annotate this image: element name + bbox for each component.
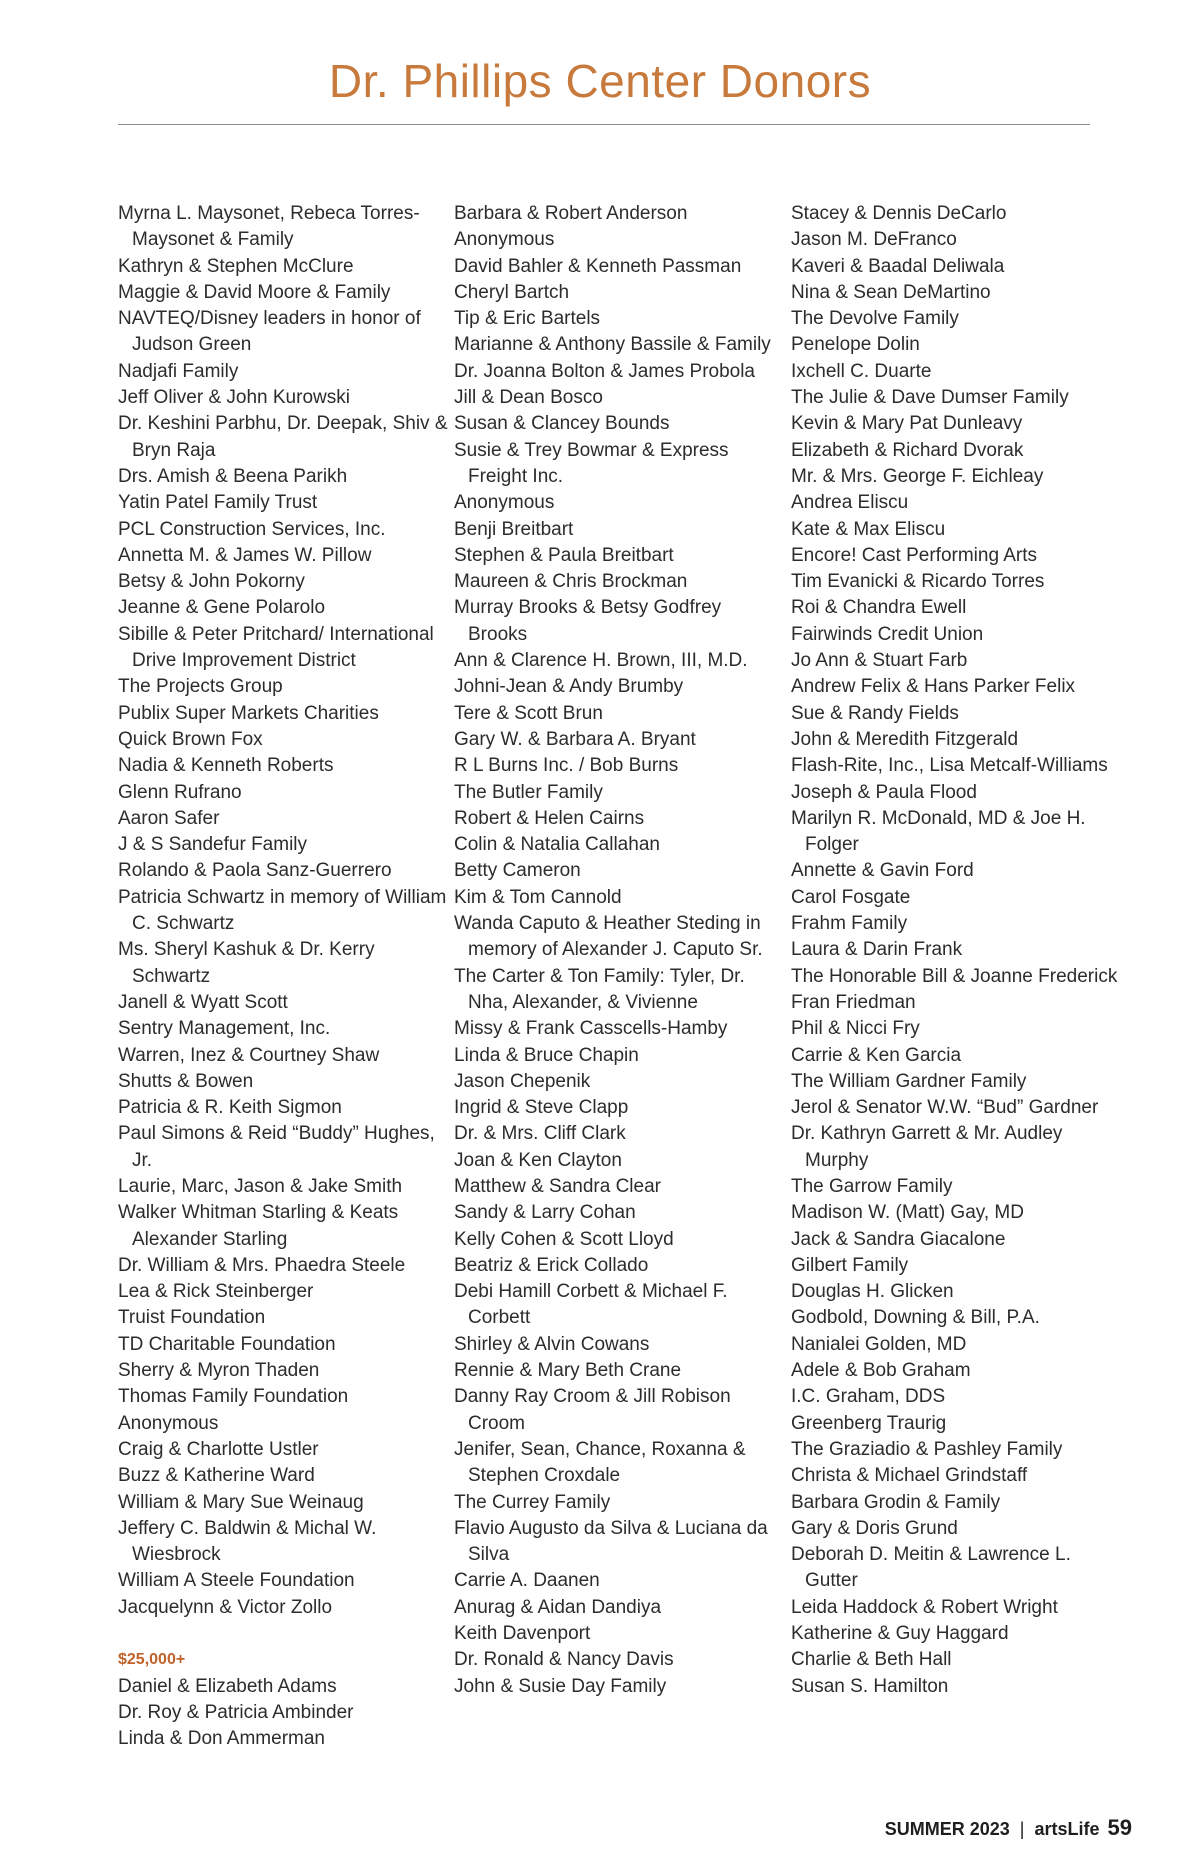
- donor-entry: Jerol & Senator W.W. “Bud” Gardner: [791, 1097, 1099, 1119]
- donor-entry: Danny Ray Croom & Jill Robison Croom: [454, 1386, 731, 1434]
- donor-entry: Flash-Rite, Inc., Lisa Metcalf-Williams: [791, 755, 1108, 777]
- page-title: Dr. Phillips Center Donors: [328, 55, 872, 107]
- donor-entry: Dr. Ronald & Nancy Davis: [454, 1649, 674, 1671]
- donor-entry: Colin & Natalia Callahan: [454, 834, 660, 856]
- donor-entry: Andrea Eliscu: [791, 492, 909, 514]
- donor-entry: Laura & Darin Frank: [791, 939, 963, 961]
- donor-entry: Carrie A. Daanen: [454, 1570, 600, 1592]
- donor-entry: R L Burns Inc. / Bob Burns: [454, 755, 679, 777]
- donor-column-3: [791, 201, 1121, 1700]
- donor-entry: Jacquelynn & Victor Zollo: [118, 1596, 333, 1618]
- donor-entry: Nadia & Kenneth Roberts: [118, 755, 334, 777]
- donor-entry: Barbara Grodin & Family: [791, 1491, 1001, 1513]
- donor-entry: The William Gardner Family: [791, 1070, 1027, 1092]
- donor-entry: Deborah D. Meitin & Lawrence L. Gutter: [791, 1544, 1071, 1592]
- donor-entry: PCL Construction Services, Inc.: [118, 518, 386, 540]
- donor-entry: The Julie & Dave Dumser Family: [791, 387, 1069, 409]
- giving-level-heading: $25,000+: [118, 1651, 186, 1669]
- donor-entry: Madison W. (Matt) Gay, MD: [791, 1202, 1024, 1224]
- donor-entry: Maggie & David Moore & Family: [118, 281, 391, 303]
- donor-entry: Craig & Charlotte Ustler: [118, 1438, 319, 1460]
- donor-entry: Roi & Chandra Ewell: [791, 597, 967, 619]
- page-footer: [885, 1815, 1132, 1841]
- donor-entry: Stephen & Paula Breitbart: [454, 544, 674, 566]
- donor-entry: Lea & Rick Steinberger: [118, 1281, 314, 1303]
- donor-entry: Cheryl Bartch: [454, 281, 570, 303]
- donor-entry: Matthew & Sandra Clear: [454, 1175, 661, 1197]
- donor-entry: Patricia & R. Keith Sigmon: [118, 1097, 342, 1119]
- donor-entry: Mr. & Mrs. George F. Eichleay: [791, 465, 1044, 487]
- donor-entry: Wanda Caputo & Heather Steding in memory of Alexander J. Caputo Sr.: [454, 913, 763, 961]
- donor-entry: Missy & Frank Casscells-Hamby: [454, 1018, 728, 1040]
- donor-entry: Gary & Doris Grund: [791, 1517, 958, 1539]
- donor-entry: Leida Haddock & Robert Wright: [791, 1596, 1058, 1618]
- donor-entry: Murray Brooks & Betsy Godfrey Brooks: [454, 597, 722, 645]
- donor-entry: Benji Breitbart: [454, 518, 574, 540]
- donor-entry: Carol Fosgate: [791, 886, 911, 908]
- donor-entry: Douglas H. Glicken: [791, 1281, 954, 1303]
- donor-entry: Ingrid & Steve Clapp: [454, 1097, 629, 1119]
- donor-entry: Aaron Safer: [118, 807, 220, 829]
- donor-entry: Ann & Clarence H. Brown, III, M.D.: [454, 650, 748, 672]
- donor-column-2: [454, 201, 784, 1700]
- donor-entry: Kelly Cohen & Scott Lloyd: [454, 1228, 674, 1250]
- donor-entry: Encore! Cast Performing Arts: [791, 544, 1038, 566]
- donor-entry: Kevin & Mary Pat Dunleavy: [791, 413, 1023, 435]
- donor-entry: Marianne & Anthony Bassile & Family: [454, 334, 771, 356]
- donor-entry: Gilbert Family: [791, 1254, 909, 1276]
- donor-entry: Charlie & Beth Hall: [791, 1649, 952, 1671]
- donor-entry: Yatin Patel Family Trust: [118, 492, 318, 514]
- donor-entry: Barbara & Robert Anderson: [454, 203, 688, 224]
- donor-entry: Anonymous: [118, 1412, 219, 1434]
- donor-entry: Ms. Sheryl Kashuk & Dr. Kerry Schwartz: [118, 939, 375, 987]
- donor-entry: Tip & Eric Bartels: [454, 308, 601, 330]
- donor-entry: Drs. Amish & Beena Parikh: [118, 465, 348, 487]
- donor-entry: Phil & Nicci Fry: [791, 1018, 920, 1040]
- donor-entry: The Projects Group: [118, 676, 283, 698]
- donor-entry: Adele & Bob Graham: [791, 1360, 971, 1382]
- donor-entry: Daniel & Elizabeth Adams: [118, 1675, 337, 1697]
- donor-entry: Nina & Sean DeMartino: [791, 281, 991, 303]
- donor-entry: Sentry Management, Inc.: [118, 1018, 331, 1040]
- donor-entry: Joan & Ken Clayton: [454, 1149, 622, 1171]
- donor-entry: Ixchell C. Duarte: [791, 360, 932, 382]
- donor-entry: Susie & Trey Bowmar & Express Freight Inc.: [454, 439, 729, 487]
- donor-entry: TD Charitable Foundation: [118, 1333, 336, 1355]
- donor-entry: The Butler Family: [454, 781, 603, 803]
- donor-entry: Betty Cameron: [454, 860, 581, 882]
- donor-entry: Gary W. & Barbara A. Bryant: [454, 728, 696, 750]
- donor-entry: Tim Evanicki & Ricardo Torres: [791, 571, 1045, 593]
- donor-entry: Robert & Helen Cairns: [454, 807, 645, 829]
- donor-entry: John & Susie Day Family: [454, 1675, 667, 1697]
- donor-entry: Penelope Dolin: [791, 334, 920, 356]
- donor-entry: Greenberg Traurig: [791, 1412, 947, 1434]
- donor-entry: Kate & Max Eliscu: [791, 518, 946, 540]
- donor-entry: The Graziadio & Pashley Family: [791, 1438, 1063, 1460]
- page-number: 59: [1107, 1815, 1132, 1840]
- donor-entry: Beatriz & Erick Collado: [454, 1254, 649, 1276]
- donor-entry: Godbold, Downing & Bill, P.A.: [791, 1307, 1040, 1329]
- donor-entry: Tere & Scott Brun: [454, 702, 603, 724]
- donor-entry: Truist Foundation: [118, 1307, 266, 1329]
- donor-entry: Myrna L. Maysonet, Rebeca Torres-Maysonet & Family: [118, 203, 420, 251]
- donor-entry: Anonymous: [454, 492, 555, 514]
- donor-entry: Fairwinds Credit Union: [791, 623, 984, 645]
- donor-entry: William A Steele Foundation: [118, 1570, 355, 1592]
- donor-entry: I.C. Graham, DDS: [791, 1386, 946, 1408]
- donor-entry: Linda & Bruce Chapin: [454, 1044, 639, 1066]
- donor-entry: Kathryn & Stephen McClure: [118, 255, 354, 277]
- donor-entry: The Carter & Ton Family: Tyler, Dr. Nha, Alexander, & Vivienne: [454, 965, 745, 1013]
- donor-entry: Dr. & Mrs. Cliff Clark: [454, 1123, 626, 1145]
- donor-entry: Marilyn R. McDonald, MD & Joe H. Folger: [791, 807, 1086, 856]
- donor-entry: Flavio Augusto da Silva & Luciana da Silva: [454, 1517, 768, 1566]
- donor-entry: Warren, Inez & Courtney Shaw: [118, 1044, 380, 1066]
- donor-entry: The Devolve Family: [791, 308, 959, 330]
- donor-entry: NAVTEQ/Disney leaders in honor of Judson Green: [118, 308, 421, 356]
- section-spacer: [118, 1621, 448, 1647]
- donor-entry: Nadjafi Family: [118, 360, 239, 382]
- donor-entry: Paul Simons & Reid “Buddy” Hughes, Jr.: [118, 1123, 435, 1171]
- donor-entry: Rolando & Paola Sanz-Guerrero: [118, 860, 392, 882]
- donor-entry: Sue & Randy Fields: [791, 702, 959, 724]
- donor-entry: Keith Davenport: [454, 1623, 591, 1645]
- magazine-name: artsLife: [1034, 1819, 1100, 1839]
- donor-entry: Dr. Roy & Patricia Ambinder: [118, 1701, 354, 1723]
- donor-entry: Stacey & Dennis DeCarlo: [791, 203, 1007, 224]
- donor-entry: Glenn Rufrano: [118, 781, 242, 803]
- donor-entry: Buzz & Katherine Ward: [118, 1465, 315, 1487]
- donor-entry: Linda & Don Ammerman: [118, 1728, 325, 1750]
- donor-entry: Jenifer, Sean, Chance, Roxanna & Stephen Croxdale: [454, 1438, 746, 1487]
- donor-entry: Annetta M. & James W. Pillow: [118, 544, 372, 566]
- donor-entry: Joseph & Paula Flood: [791, 781, 977, 803]
- donor-entry: Shutts & Bowen: [118, 1070, 254, 1092]
- donor-entry: Sherry & Myron Thaden: [118, 1360, 320, 1382]
- donor-entry: Jeffery C. Baldwin & Michal W. Wiesbrock: [118, 1517, 377, 1566]
- donor-entry: Dr. William & Mrs. Phaedra Steele: [118, 1254, 406, 1276]
- issue-label: SUMMER 2023: [884, 1819, 1010, 1839]
- donor-entry: Anonymous: [454, 229, 555, 251]
- donor-entry: Shirley & Alvin Cowans: [454, 1333, 650, 1355]
- donor-entry: Elizabeth & Richard Dvorak: [791, 439, 1024, 461]
- donor-entry: Andrew Felix & Hans Parker Felix: [791, 676, 1076, 698]
- donor-entry: Walker Whitman Starling & Keats Alexander Starling: [118, 1202, 399, 1250]
- donor-entry: Sandy & Larry Cohan: [454, 1202, 636, 1224]
- donor-entry: The Garrow Family: [791, 1175, 953, 1197]
- donor-entry: Annette & Gavin Ford: [791, 860, 974, 882]
- donor-entry: Betsy & John Pokorny: [118, 571, 305, 593]
- donor-entry: Jack & Sandra Giacalone: [791, 1228, 1006, 1250]
- donor-entry: Susan S. Hamilton: [791, 1675, 949, 1697]
- donor-entry: Christa & Michael Grindstaff: [791, 1465, 1028, 1487]
- donor-entry: Katherine & Guy Haggard: [791, 1623, 1009, 1645]
- donor-entry: Carrie & Ken Garcia: [791, 1044, 962, 1066]
- donor-entry: Jeanne & Gene Polarolo: [118, 597, 326, 619]
- donor-entry: David Bahler & Kenneth Passman: [454, 255, 742, 277]
- donor-entry: Debi Hamill Corbett & Michael F. Corbett: [454, 1281, 728, 1329]
- donor-entry: Publix Super Markets Charities: [118, 702, 379, 724]
- donor-entry: Kim & Tom Cannold: [454, 886, 622, 908]
- title-divider: [118, 124, 1090, 125]
- donor-entry: Jill & Dean Bosco: [454, 387, 603, 409]
- donor-entry: Sibille & Peter Pritchard/ International Drive Improvement District: [118, 623, 434, 672]
- donor-entry: Maureen & Chris Brockman: [454, 571, 688, 593]
- donor-entry: Anurag & Aidan Dandiya: [454, 1596, 662, 1618]
- donor-entry: William & Mary Sue Weinaug: [118, 1491, 364, 1513]
- donor-entry: Laurie, Marc, Jason & Jake Smith: [118, 1175, 403, 1197]
- donor-entry: The Honorable Bill & Joanne Frederick: [791, 965, 1118, 987]
- donor-entry: Kaveri & Baadal Deliwala: [791, 255, 1005, 277]
- donor-entry: J & S Sandefur Family: [118, 834, 308, 856]
- donor-entry: Thomas Family Foundation: [118, 1386, 349, 1408]
- donor-entry: Fran Friedman: [791, 991, 916, 1013]
- donor-column-1: [118, 201, 448, 1753]
- donor-entry: Susan & Clancey Bounds: [454, 413, 670, 435]
- donor-entry: Johni-Jean & Andy Brumby: [454, 676, 684, 698]
- donor-entry: Frahm Family: [791, 913, 908, 935]
- donor-entry: Janell & Wyatt Scott: [118, 991, 288, 1013]
- donor-entry: Jo Ann & Stuart Farb: [791, 650, 968, 672]
- donor-entry: Dr. Joanna Bolton & James Probola: [454, 360, 756, 382]
- donor-entry: Jason M. DeFranco: [791, 229, 957, 251]
- donor-entry: Dr. Kathryn Garrett & Mr. Audley Murphy: [791, 1123, 1063, 1171]
- donor-entry: The Currey Family: [454, 1491, 611, 1513]
- donor-entry: Dr. Keshini Parbhu, Dr. Deepak, Shiv & Bryn Raja: [118, 413, 448, 461]
- donor-entry: Jeff Oliver & John Kurowski: [118, 387, 350, 409]
- donor-entry: Nanialei Golden, MD: [791, 1333, 967, 1355]
- footer-divider: |: [1019, 1819, 1025, 1839]
- donor-entry: Patricia Schwartz in memory of William C. Schwartz: [118, 886, 447, 935]
- donor-entry: John & Meredith Fitzgerald: [791, 728, 1019, 750]
- donor-entry: Rennie & Mary Beth Crane: [454, 1360, 682, 1382]
- donor-entry: Jason Chepenik: [454, 1070, 591, 1092]
- donor-entry: Quick Brown Fox: [118, 728, 263, 750]
